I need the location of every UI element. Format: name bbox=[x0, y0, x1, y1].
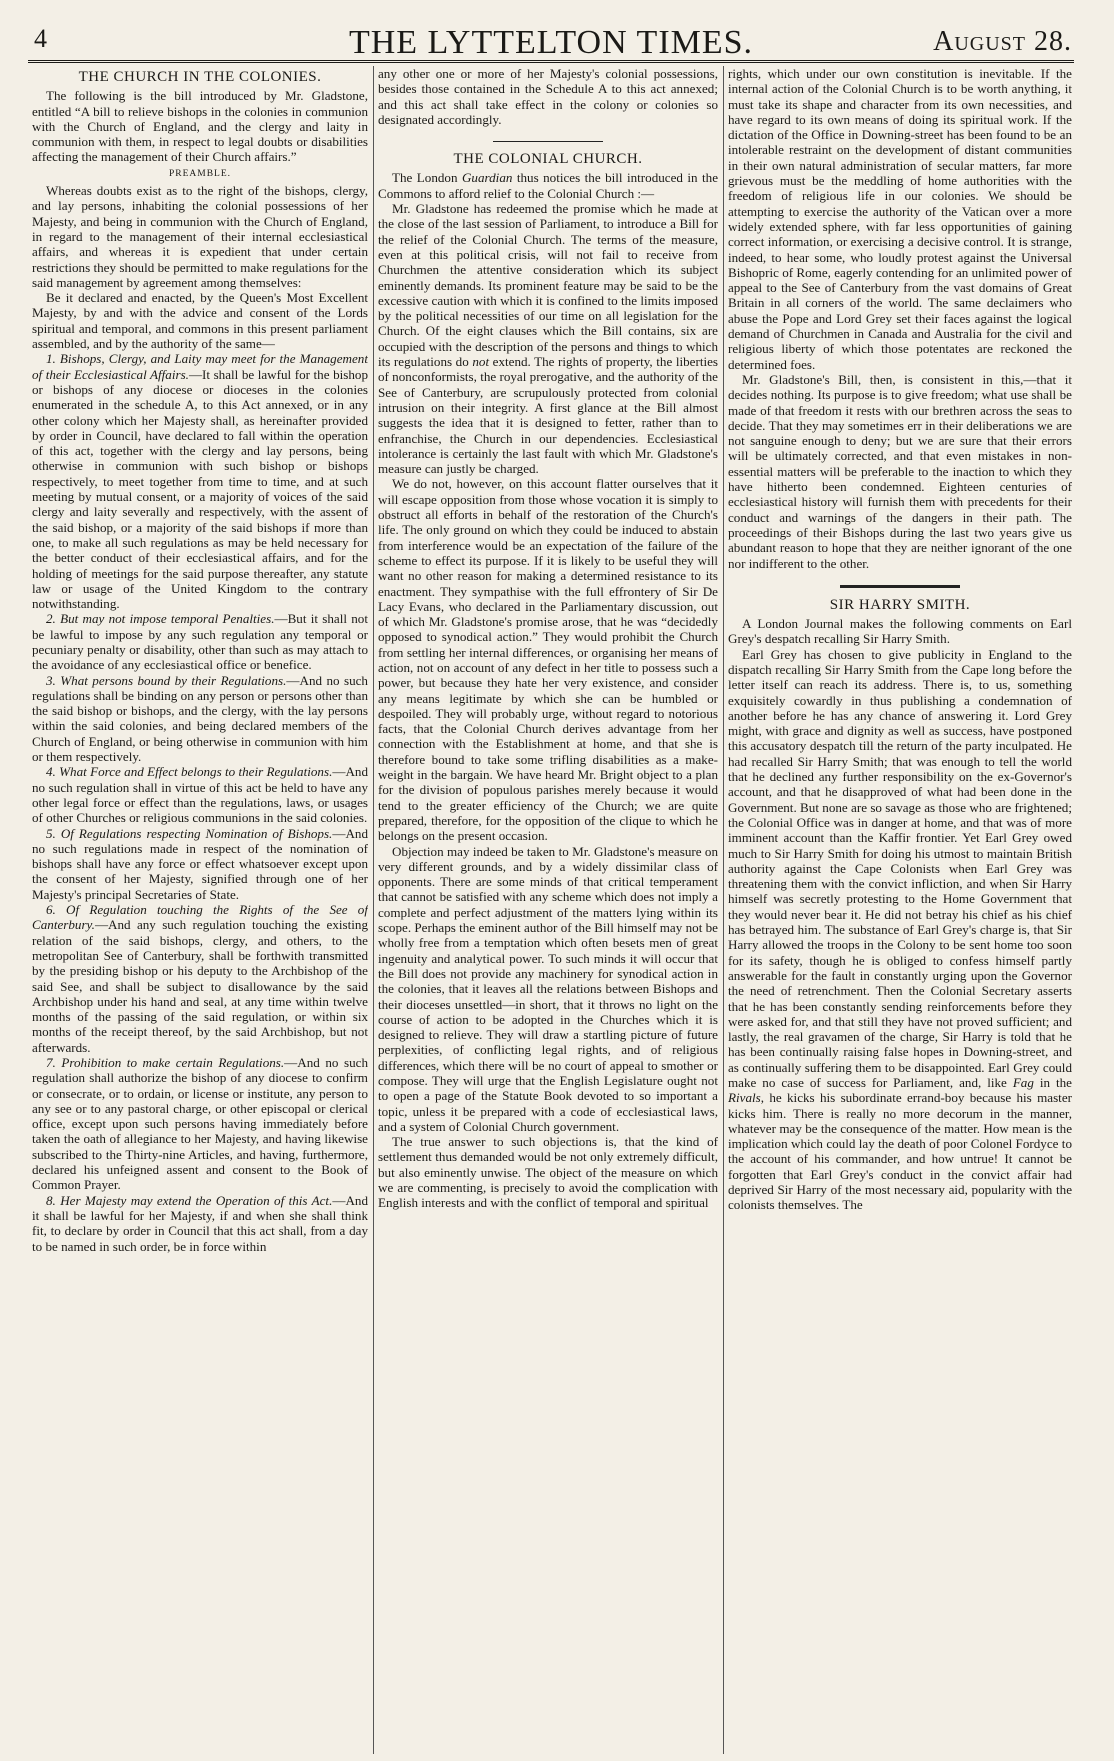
section-heading: 1. Bishops, Clergy, and Laity may meet for the Management of their Ecclesiastical Affairs. bbox=[32, 351, 368, 382]
column-2 bbox=[378, 66, 718, 1754]
masthead bbox=[28, 14, 1074, 61]
emphasis: not bbox=[472, 354, 490, 370]
column-rule-1 bbox=[373, 66, 374, 1754]
section-body: —And no such regulation shall authorize the bishop of any diocese to confirm or consecrate, or to ordain, or license or institute, any person to any see or to any pastoral charge, or other episcopal or clerical office, except upon such persons having immediately before taken the oath of allegiance to her Majesty, and having likewise subscribed to the Thirty-nine Articles, and having, furthermore, declared his unfeigned assent and consent to the Book of Common Prayer. bbox=[32, 1055, 368, 1193]
paragraph: Mr. Gladstone's Bill, then, is consistent in this,—that it decides nothing. Its purpose is to give freedom; what use shall be made of that freedom it rests with our brethren across the seas to decide. That they may sometimes err in their deliberations we are not sanguine enough to deny; but we are sure that their errors will be ultimately corrected, and that even mistakes in non-essential matters will be preferable to the inaction to which they have hitherto been condemned. Eighteen centuries of ecclesiastical history will furnish them with precedents for their conduct and warnings of the dangers in their path. The proceedings of their Bishops during the last two years give us abundant reason to hope that they are neither ignorant of the one nor indifferent to the other. bbox=[728, 371, 1072, 571]
paragraph-text: Mr. Gladstone has redeemed the promise which he made at the close of the last session of Parliament, to introduce a Bill for the relief of the Colonial Church. The terms of the measure, even at this political crisis, will not fail to receive from Churchmen the attentive consideration which its subject eminently demands. Its prominent feature may be said to be the excessive caution with which it is confined to the limits imposed by the political necessities of our time on all legislation for the Church. Of the eight clauses which the Bill contains, six are occupied with the description of the persons and things to which its regulations do bbox=[378, 201, 718, 370]
paragraph-text: extend. The rights of property, the liberties of nonconformists, the royal prerogative, and the authority of the See of Canterbury, are scrupulously protected from colonial intrusion on their integrity. A first glance at the Bill almost suggests the idea that it is designed to fetter, rather than to enfranchise, the Church in our dependencies. Ecclesiastical intolerance is certainly the last fault with which Mr. Gladstone's measure can justly be charged. bbox=[378, 354, 718, 477]
column-rule-2 bbox=[723, 66, 724, 1754]
section-body: —But it shall not be lawful to impose by any such regulation any temporal or pecuniary penalty or disability, other than such as may attach to the avoidance of any ecclesiastical office or benefice. bbox=[32, 611, 368, 673]
newspaper-title: THE LYTTELTON TIMES. bbox=[348, 24, 754, 61]
article-divider bbox=[840, 585, 960, 588]
continued-text: rights, which under our own constitution is inevitable. If the internal action of the Colonial Church is to be worth anything, it must take its shape and character from its own necessities, and have regard to its own means of doing its spiritual work. If the dictation of the Office in Downing-street has been found to be an intolerable restraint on the development of distant communities in their own natural administration of secular matters, far more grievous must be the meddling of home authorities with the freedom of religious life in our colonies. We should be attempting to exercise the authority of the Vatican over a more widely extended sphere, with far less opportunities of gaining correct information, or exercising a decisive control. It is strange, indeed, to hear some, who loudly protest against the Universal Bishopric of Rome, eagerly contending for an unlimited power of appeal to the See of Canterbury from the vast domains of Great Britain in all corners of the world. The same declaimers who abuse the Pope and Lord Grey set their faces against the logical demand of Churchmen in Canada and Australia for the civil and religious liberty of which those potentates are reckoned the determined foes. bbox=[728, 66, 1072, 372]
paragraph: Be it declared and enacted, by the Queen's Most Excellent Majesty, by and with the advice and consent of the Lords spiritual and temporal, and commons in this present parliament assembled, and by the authority of the same— bbox=[32, 290, 368, 352]
section-1 bbox=[32, 351, 368, 611]
section-heading: 6. Of Regulation touching the Rights of the See of Canterbury. bbox=[32, 902, 368, 933]
paragraph-text: , he kicks his subordinate errand-boy because his master kicks him. There is really no more decorum in the manner, whatever may be the consequence of the matter. How mean is the implication which could lay the death of poor Colonel Fordyce to the account of his commander, and how untrue! It cannot be forgotten that Earl Grey's conduct in the convict affair had deprived Sir Harry of the most necessary aid, popularity with the colonists themselves. The bbox=[728, 1090, 1072, 1213]
preamble-label: PREAMBLE. bbox=[168, 168, 232, 179]
section-heading: 5. Of Regulations respecting Nomination of Bishops. bbox=[46, 825, 333, 841]
article-heading-colonial-church: THE COLONIAL CHURCH. bbox=[453, 151, 643, 168]
paragraph bbox=[378, 201, 718, 476]
section-heading: 8. Her Majesty may extend the Operation of this Act. bbox=[46, 1192, 333, 1208]
intro-text: The London bbox=[392, 170, 462, 186]
emphasis: Rivals bbox=[728, 1090, 761, 1106]
section-8 bbox=[32, 1193, 368, 1254]
section-5 bbox=[32, 826, 368, 902]
paragraph: We do not, however, on this account flatter ourselves that it will escape opposition from those whose vocation it is simply to obstruct all efforts in behalf of the restoration of the Church's life. The only ground on which they could be induced to abstain from interference would be an expectation of the failure of the scheme to effect its purpose. If it is likely to be useful they will want no other reason for making a determined resistance to its enactment. They sympathise with the full effrontery of Sir De Lacy Evans, who declared in the Parliamentary discussion, out of which Mr. Gladstone's promise arose, that he was “decidedly opposed to synodical action.” They would prohibit the Church from settling her internal differences, or organising her means of action, not on account of any defect in her title to possess such a power, but because they hate her very existence, and consider any means legitimate by which she can be humbled or despoiled. They will probably urge, without regard to notorious facts, that the Colonial Church derives advantage from her connection with the Establishment at home, and that she is therefore bound to take some trifling disabilities as a make-weight in the bargain. We have heard Mr. Bright object to a plan for the division of populous parishes merely because it would tend to the greater efficiency of the Church; we are quite prepared, therefore, for the opposition of the clique to which he belongs on the present occasion. bbox=[378, 476, 718, 844]
section-heading: 3. What persons bound by their Regulations. bbox=[46, 672, 287, 688]
section-body: —And no such regulations shall be binding on any person or persons other than the said bishop or bishops, and the clergy, with the lay persons within the said colonies, and being declared members of the Church of England, or being otherwise in communion with him or them respectively. bbox=[32, 672, 368, 765]
section-heading: 4. What Force and Effect belongs to their Regulations. bbox=[46, 764, 333, 780]
column-3 bbox=[728, 66, 1072, 1754]
article-divider bbox=[493, 141, 603, 142]
newspaper-name: Guardian bbox=[461, 170, 513, 186]
paragraph-text: in the bbox=[1033, 1075, 1072, 1090]
paragraph: Objection may indeed be taken to Mr. Gladstone's measure on very different grounds, and by a widely dissimilar class of opponents. There are some minds of that critical temperament that cannot be satisfied with any scheme which does not imply a complete and perfect adjustment of the matters lying within its scope. Perhaps the eminent author of the Bill himself may not be wholly free from a temptation which often besets men of great ingenuity and analytical power. To such minds it will occur that the Bill does not provide any machinery for synodical action in the colonies, that it leaves all the relations between Bishops and their dioceses unsettled—in short, that it throws no light on the course of action to be adopted in the Churches which it is designed to relieve. They will draw a startling picture of future perplexities, of conflicting legal rights, and of religious differences, which there will be no court of appeal to smother or compose. They will urge that the English Legislature ought not to open a page of the Statute Book devoted to so important a topic, unless it be prepared with a code of ecclesiastical laws, and a system of Colonial Church government. bbox=[378, 843, 718, 1134]
page-number: 4 bbox=[34, 24, 47, 53]
section-body: —And any such regulation touching the existing relation of the said bishops, clergy, and others, to the metropolitan See of Canterbury, shall be forthwith transmitted by the presiding bishop or his deputy to the Archbishop of the said See, and shall be subject to disallowance by the said Archbishop under his hand and seal, at any time within twelve months of the passing of the said regulation, or within six months of the receipt thereof, by the said Archbishop, but not afterwards. bbox=[32, 917, 368, 1055]
section-2 bbox=[32, 611, 368, 672]
column-1 bbox=[32, 66, 368, 1754]
article-heading-church-in-colonies: THE CHURCH IN THE COLONIES. bbox=[78, 69, 322, 85]
section-7 bbox=[32, 1055, 368, 1193]
intro-text: thus notices the bill introduced in the Commons to afford relief to the Colonial Church :— bbox=[378, 170, 718, 201]
section-6 bbox=[32, 902, 368, 1055]
section-body: —And it shall be lawful for her Majesty, if and when she shall think fit, to declare by order in Council that this act shall, from a day to be named in such order, be in force within bbox=[32, 1192, 368, 1254]
section-body: —And no such regulation shall in virtue of this act be held to have any other legal force or effect than the regulations, laws, or usages of other Churches or religious communions in the said colonies. bbox=[32, 764, 368, 826]
section-4 bbox=[32, 764, 368, 825]
paragraph-text: Earl Grey has chosen to give publicity in England to the dispatch recalling Sir Harry Smith from the Cape long before the letter itself can reach its address. There is, to us, something exquisitely cowardly in thus publishing a condemnation of another before he has any chance of answering it. Lord Grey might, with grace and dignity as well as success, have postponed this accusatory despatch till the return of the party inculpated. He had recalled Sir Harry Smith; that was enough to tell the world that he declined any further responsibility on the ex-Governor's account, and that he disapproved of what had been done in the Government. But none are so savage as those who are frightened; the Colonial Office was in danger at home, and that was of more imminent account than the Kaffir frontier. Yet Earl Grey owed much to Sir Harry Smith for doing his utmost to maintain British authority against the Cape Colonists when Earl Grey was threatening them with the convict infliction, and when Sir Harry himself was secretly protesting to the Home Government that they would never bear it. He did not betray his chief as his chief has betrayed him. The substance of Earl Grey's charge is, that Sir Harry allowed the troops in the Colony to be sent home too soon for its safety, though he is obliged to confess himself partly answerable for the fault in constantly urging upon the Governor the need of retrenchment. Then the Colonial Secretary asserts that he has been constantly sending reinforcements before they were asked for, and that still they have not proved sufficient; and lastly, the real gravamen of the charge, Sir Harry is told that he has been continually raising false hopes in Downing-street, and as continually suffering them to be disappointed. Earl Grey could make no case of success for Parliament, and, like bbox=[728, 646, 1072, 1090]
article-heading-sir-harry-smith: SIR HARRY SMITH. bbox=[829, 596, 971, 613]
paragraph: Whereas doubts exist as to the right of the bishops, clergy, and lay persons, inhabiting the colonial possessions of her Majesty, and being in communion with the Church of England, in regard to the management of their internal ecclesiastical affairs, and whereas it is expedient that under certain restrictions they should be permitted to make regulations for the said management by agreement among themselves: bbox=[32, 183, 368, 290]
article-intro: The following is the bill introduced by Mr. Gladstone, entitled “A bill to relieve bishops in the colonies in communion with the Church of England, and the clergy and laity in communion with them, in respect to legal doubts or disabilities affecting the management of their Church affairs.” bbox=[32, 88, 368, 165]
article-intro bbox=[378, 170, 718, 201]
paragraph bbox=[728, 647, 1072, 1213]
masthead-rule bbox=[28, 60, 1074, 65]
section-body: —And no such regulations made in respect of the nomination of bishops shall have any force or effect whatsoever except upon the consent of her Majesty, signified through one of her Majesty's principal Secretaries of State. bbox=[32, 825, 368, 902]
issue-date: August 28. bbox=[933, 26, 1072, 57]
paragraph: The true answer to such objections is, that the kind of settlement thus demanded would be not only extremely difficult, but also eminently unwise. The object of the measure on which we are commenting, is precisely to avoid the complication with English interests and with the conflict of temporal and spiritual bbox=[378, 1134, 718, 1211]
section-3 bbox=[32, 673, 368, 765]
section-heading: 2. But may not impose temporal Penalties. bbox=[46, 611, 275, 627]
emphasis: Fag bbox=[1012, 1075, 1034, 1090]
section-heading: 7. Prohibition to make certain Regulations. bbox=[46, 1055, 285, 1070]
continued-text: any other one or more of her Majesty's colonial possessions, besides those contained in the Schedule A to this act annexed; and this act shall take effect in the colony or colonies so designated accordingly. bbox=[378, 66, 718, 127]
article-intro: A London Journal makes the following comments on Earl Grey's despatch recalling Sir Harry Smith. bbox=[728, 616, 1072, 647]
section-body: —It shall be lawful for the bishop or bishops of any diocese or dioceses in the colonies enumerated in the schedule A, to this Act annexed, or in any other colony which her Majesty shall, as hereinafter provided by order in Council, have declared to fall within the operation of this act, together with the clergy and lay persons, being otherwise in communion with such bishop or bishops respectively, to meet together from time to time, and at such meeting by mutual consent, or a majority of voices of the said clergy and laity severally and respectively, with the assent of the said bishop, or a majority of the said bishops if more than one, to make all such regulations as may be held necessary for the better conduct of their ecclesiastical affairs, and for the holding of meetings for the said purpose thereafter, any statute law or usage of the United Kingdom to the contrary notwithstanding. bbox=[32, 366, 368, 612]
